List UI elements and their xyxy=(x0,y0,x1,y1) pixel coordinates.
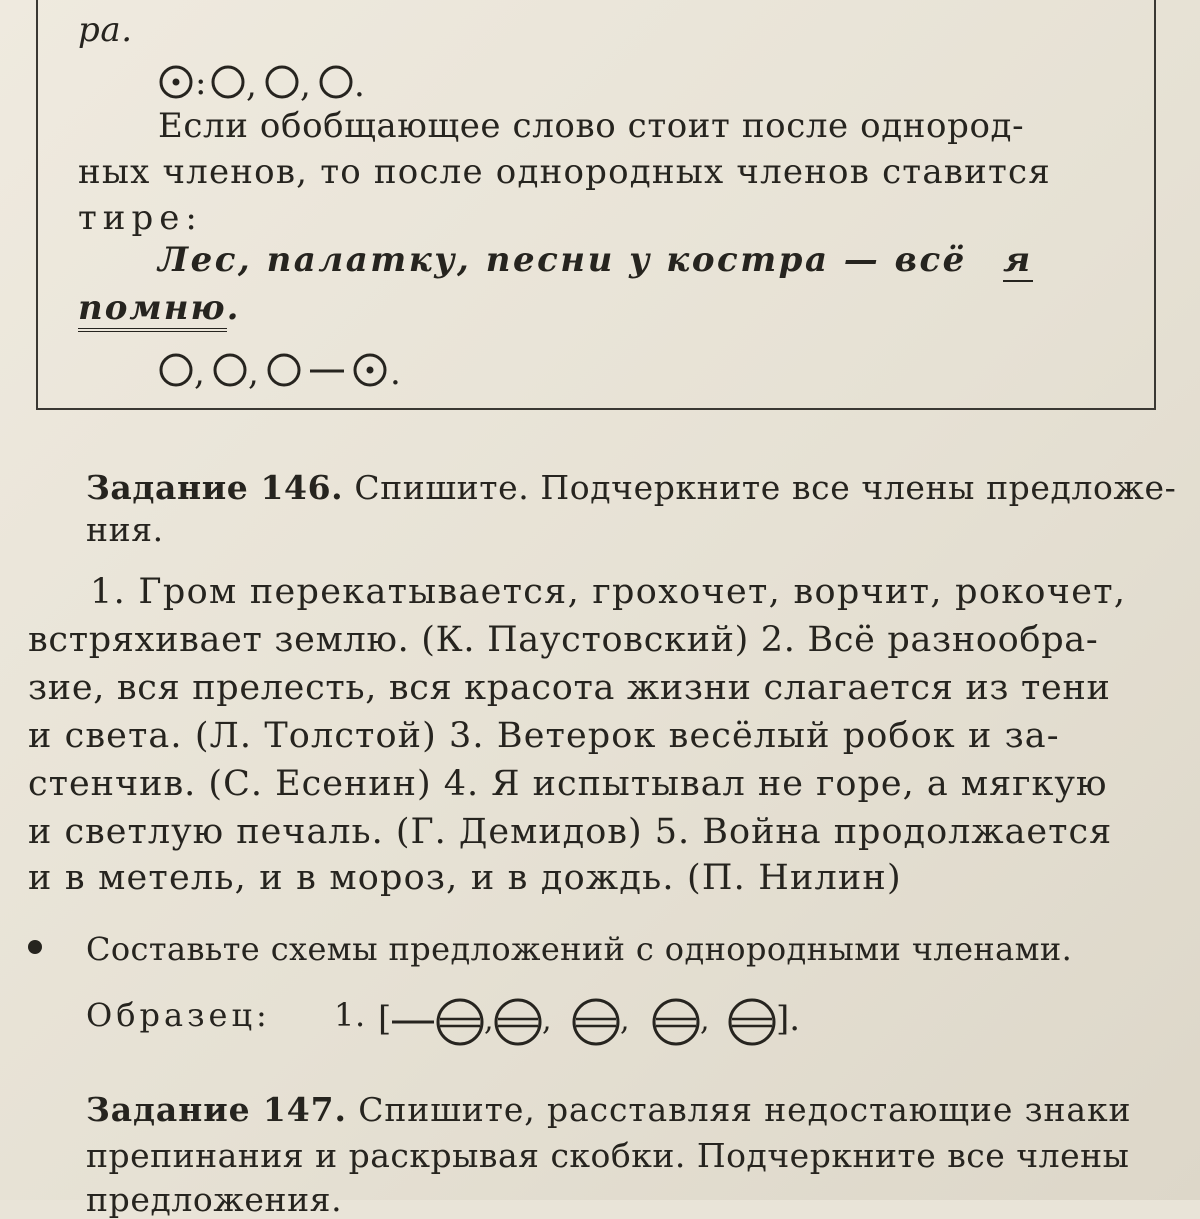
homogeneous-circle xyxy=(215,355,245,385)
task147-instruction-1: Спишите, расставляя недостающие знаки xyxy=(358,1090,1132,1129)
predicate-circle xyxy=(654,1000,698,1044)
svg-text:,: , xyxy=(300,65,311,102)
predicate-circle xyxy=(574,1000,618,1044)
example-text: Лес, палатку, песни у костра — всё xyxy=(158,240,967,280)
svg-text:.: . xyxy=(354,65,365,102)
task146-text-line: и света. (Л. Толстой) 3. Ветерок весёлый робок и за- xyxy=(28,716,1060,756)
homogeneous-circle xyxy=(321,67,351,97)
homogeneous-circle xyxy=(161,355,191,385)
example-line-2 xyxy=(78,288,240,328)
generalizing-dot xyxy=(367,367,374,374)
scheme-generalizing-after xyxy=(158,344,458,392)
homogeneous-circle xyxy=(213,67,243,97)
scheme-colon: : xyxy=(195,63,207,102)
svg-text:,: , xyxy=(194,353,205,392)
task147-instruction-2: препинания и раскрывая скобки. Подчеркните все члены xyxy=(86,1136,1130,1175)
example-line-1 xyxy=(158,240,1033,280)
task146-text-line: зие, вся прелесть, вся красота жизни слагается из тени xyxy=(28,668,1111,708)
fragment-ra: ра. xyxy=(78,10,133,50)
task146-label: Задание 146. xyxy=(86,468,344,507)
example-subject: я xyxy=(1003,240,1033,280)
sample-label: Образец: xyxy=(86,996,271,1034)
scheme-generalizing-before xyxy=(158,58,418,102)
task146-text-line: 1. Гром перекатывается, грохочет, ворчит, рокочет, xyxy=(90,572,1127,612)
task146-heading xyxy=(86,468,1176,507)
task146-text-line: и светлую печаль. (Г. Демидов) 5. Война продолжается xyxy=(28,812,1113,852)
task147-label: Задание 147. xyxy=(86,1090,347,1129)
rule-line-1: Если обобщающее слово стоит после однород- xyxy=(158,106,1025,146)
svg-text:.: . xyxy=(390,353,401,392)
task147-instruction-3: предложения. xyxy=(86,1180,343,1219)
task147-heading xyxy=(86,1090,1131,1129)
homogeneous-circle xyxy=(267,67,297,97)
bullet-task-text: Составьте схемы предложений с однородными членами. xyxy=(86,930,1073,968)
predicate-circle xyxy=(730,1000,774,1044)
rule-line-2: ных членов, то после однородных членов ставится xyxy=(78,152,1051,192)
svg-text:,: , xyxy=(484,1003,494,1038)
svg-text:,: , xyxy=(246,65,257,102)
svg-text:,: , xyxy=(248,353,259,392)
predicate-circle xyxy=(496,1000,540,1044)
example-period: . xyxy=(226,288,241,328)
svg-text:[: [ xyxy=(378,999,392,1039)
svg-text:,: , xyxy=(700,1003,710,1038)
sample-number: 1. xyxy=(334,996,366,1034)
sample-scheme xyxy=(376,990,876,1050)
svg-text:,: , xyxy=(542,1003,552,1038)
task146-text-line: встряхивает землю. (К. Паустовский) 2. Всё разнообра- xyxy=(28,620,1099,660)
task146-instruction-2: ния. xyxy=(86,510,164,549)
task146-instruction-1: Спишите. Подчеркните все члены предложе- xyxy=(354,468,1177,507)
task146-text-line: стенчив. (С. Есенин) 4. Я испытывал не горе, а мягкую xyxy=(28,764,1108,804)
svg-text:,: , xyxy=(620,1003,630,1038)
predicate-circle xyxy=(438,1000,482,1044)
generalizing-dot xyxy=(173,79,180,86)
homogeneous-circle xyxy=(269,355,299,385)
example-predicate: помню xyxy=(78,288,227,332)
task146-text-line: и в метель, и в мороз, и в дождь. (П. Нилин) xyxy=(28,858,902,898)
svg-text:].: ]. xyxy=(776,999,801,1039)
bullet-icon xyxy=(28,940,42,954)
rule-line-3: тире: xyxy=(78,198,203,238)
